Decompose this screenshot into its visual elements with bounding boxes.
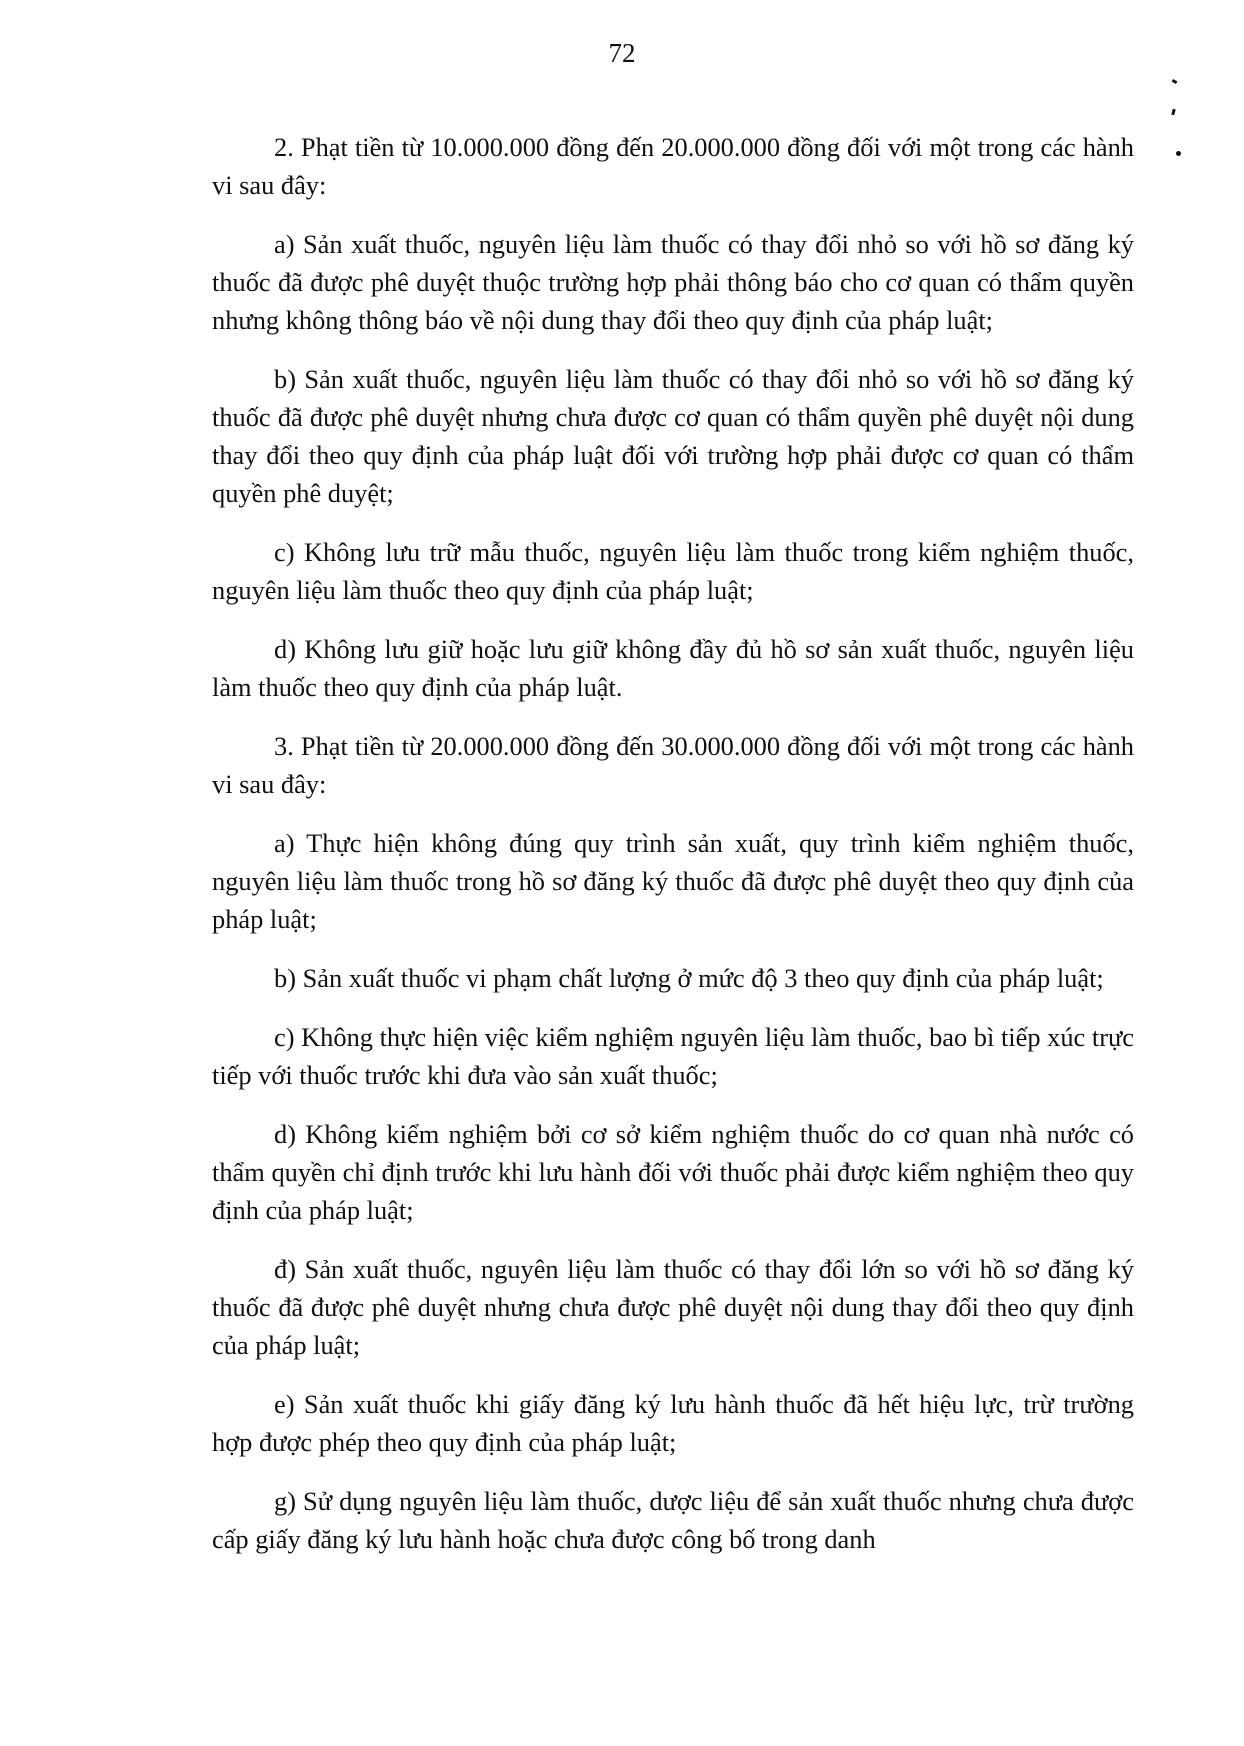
- paragraph-line: đăng ký thuốc đã được phê duyệt nhưng chưa được cơ quan có thẩm quyền: [212, 364, 1135, 432]
- paragraph-line: c) Không lưu trữ mẫu thuốc, nguyên liệu làm thuốc trong kiểm nghiệm: [274, 537, 1069, 567]
- paragraph-line: pháp luật;: [998, 963, 1104, 993]
- paragraph-section-2-b: [212, 360, 1134, 512]
- paragraph-line: d) Không lưu giữ hoặc lưu giữ không đầy đủ hồ sơ sản xuất thuốc,: [274, 634, 1009, 664]
- paragraph-line: a) Sản xuất thuốc, nguyên liệu làm thuốc có thay đổi nhỏ so với hồ sơ: [274, 229, 1048, 259]
- paragraph-line: chưa được cấp giấy đăng ký lưu hành hoặc chưa được công bố trong danh: [212, 1486, 1134, 1554]
- paragraph-section-3-c: [212, 1018, 1134, 1094]
- paragraph-line: đ) Sản xuất thuốc, nguyên liệu làm thuốc có thay đổi lớn so với hồ sơ: [274, 1254, 1048, 1284]
- paragraph-line: trường hợp được phép theo quy định của pháp luật;: [212, 1389, 1134, 1457]
- paragraph-line: đăng ký thuốc đã được phê duyệt nhưng chưa được phê duyệt nội dung thay: [212, 1254, 1134, 1322]
- paragraph-line: thuốc, nguyên liệu làm thuốc trong hồ sơ đăng ký thuốc đã được phê duyệt: [212, 828, 1134, 896]
- paragraph-line: nước có thẩm quyền chỉ định trước khi lưu hành đối với thuốc phải được kiểm: [212, 1119, 1134, 1187]
- paragraph-line: đổi theo quy định của pháp luật;: [212, 1292, 1134, 1360]
- paragraph-line: phải được cơ quan có thẩm quyền phê duyệt;: [212, 440, 1134, 508]
- document-body: [212, 128, 1134, 1579]
- paragraph-line: các hành vi sau đây:: [212, 132, 1134, 200]
- paragraph-line: phê duyệt nội dung thay đổi theo quy định của pháp luật đối với trường hợp: [212, 402, 1134, 470]
- paragraph-line: nghiệm theo quy định của pháp luật;: [212, 1157, 1134, 1225]
- paragraph-line: e) Sản xuất thuốc khi giấy đăng ký lưu hành thuốc đã hết hiệu lực, trừ: [274, 1389, 1064, 1419]
- paragraph-section-3-e: [212, 1385, 1134, 1461]
- paragraph-section-2-c: [212, 533, 1134, 609]
- paragraph-line: g) Sử dụng nguyên liệu làm thuốc, dược liệu để sản xuất thuốc nhưng: [274, 1486, 1023, 1516]
- paragraph-line: c) Không thực hiện việc kiểm nghiệm nguyên liệu làm thuốc, bao bì tiếp: [274, 1022, 1048, 1052]
- paragraph-line: d) Không kiểm nghiệm bởi cơ sở kiểm nghiệm thuốc do cơ quan nhà: [274, 1119, 1047, 1149]
- paragraph-line: thuốc, nguyên liệu làm thuốc theo quy định của pháp luật;: [212, 537, 1134, 605]
- page-number: 72: [608, 38, 636, 68]
- paragraph-section-3-a: [212, 824, 1134, 938]
- paragraph-section-2: [212, 128, 1134, 204]
- paragraph-line: các hành vi sau đây:: [212, 731, 1134, 799]
- paragraph-line: a) Thực hiện không đúng quy trình sản xuất, quy trình kiểm nghiệm: [274, 828, 1069, 858]
- paragraph-section-2-d: [212, 630, 1134, 706]
- scan-artifact-mark: [1176, 151, 1181, 156]
- paragraph-section-3-b: [212, 959, 1134, 997]
- paragraph-section-3-g: [212, 1482, 1134, 1558]
- paragraph-line: 2. Phạt tiền từ 10.000.000 đồng đến 20.000.000 đồng đối với một trong: [274, 132, 1041, 162]
- scan-artifact-mark: [1171, 109, 1175, 116]
- paragraph-line: 3. Phạt tiền từ 20.000.000 đồng đến 30.000.000 đồng đối với một trong: [274, 731, 1041, 761]
- paragraph-section-3-dd: [212, 1250, 1134, 1364]
- paragraph-line: đăng ký thuốc đã được phê duyệt thuộc trường hợp phải thông báo cho cơ: [212, 229, 1134, 297]
- paragraph-line: nguyên liệu làm thuốc theo quy định của pháp luật.: [212, 634, 1134, 702]
- paragraph-section-3: [212, 727, 1134, 803]
- paragraph-line: xúc trực tiếp với thuốc trước khi đưa vào sản xuất thuốc;: [212, 1022, 1135, 1090]
- scan-artifact-mark: [1172, 79, 1178, 84]
- paragraph-line: b) Sản xuất thuốc, nguyên liệu làm thuốc có thay đổi nhỏ so với hồ sơ: [274, 364, 1048, 394]
- paragraph-line: định của pháp luật;: [791, 305, 993, 335]
- paragraph-line: theo quy định của pháp luật;: [212, 866, 1134, 934]
- paragraph-section-3-d: [212, 1115, 1134, 1229]
- paragraph-section-2-a: [212, 225, 1134, 339]
- paragraph-line: b) Sản xuất thuốc vi phạm chất lượng ở mức độ 3 theo quy định của: [274, 963, 999, 993]
- paragraph-line: quan có thẩm quyền nhưng không thông báo về nội dung thay đổi theo quy: [212, 267, 1135, 335]
